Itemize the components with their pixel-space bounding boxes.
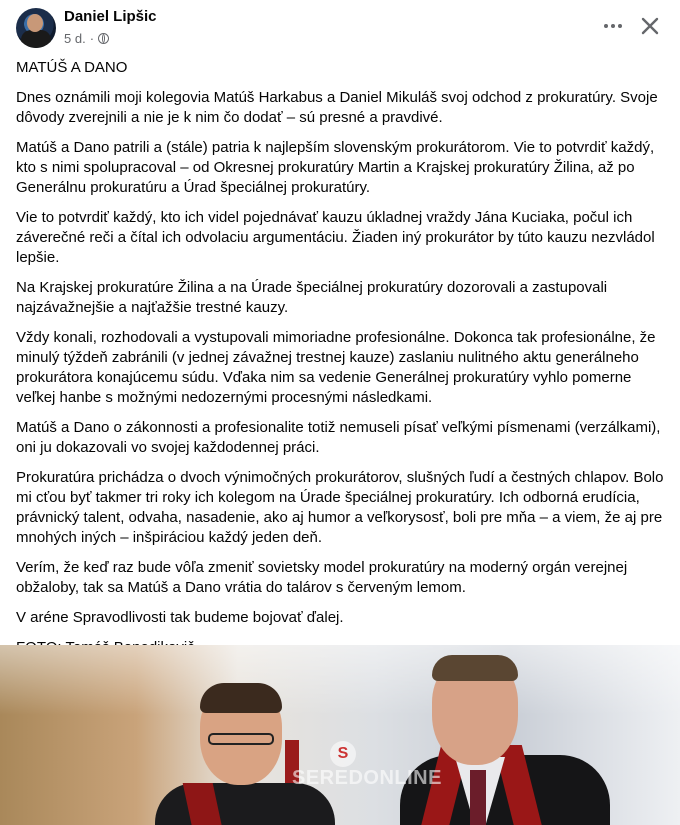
globe-icon[interactable] [98,33,109,44]
post-time[interactable]: 5 d. [64,31,86,46]
watermark-logo: S [330,741,356,767]
watermark-text: SEREDONLINE [292,767,442,789]
post-paragraph: Matúš a Dano patrili a (stále) patria k najlepším slovenským prokurátorom. Vie to potvrdiť každý, kto s nimi spolupracoval – od Okresnej prokuratúry Martin a Krajskej prokuratúry Žilina, až po Generálnu prokuratúru a Úrad špeciálnej prokuratúry. [16,139,655,196]
post-photo[interactable] [0,645,680,825]
post-paragraph: Prokuratúra prichádza o dvoch výnimočných prokurátorov, slušných ľudí a čestných chlapov. Bolo mi cťou byť takmer tri roky ich kolegom na Úrade špeciálnej prokuratúry. Ich odborná erudícia, právnický talent, odvaha, nasadenie, ako aj humor a veľkorysosť, boli pre mňa – a viem, že aj pre mnohých iných – inšpiráciou každý jeden deň. [16,469,664,546]
post-paragraph: Verím, že keď raz bude vôľa zmeniť sovietsky model prokuratúry na moderný orgán verejnej obžaloby, tak sa Matúš a Dano vrátia do talárov s červeným lemom. [16,559,628,596]
post-paragraph: Dnes oznámili moji kolegovia Matúš Harkabus a Daniel Mikuláš svoj odchod z prokuratúry. Svoje dôvody zverejnili a nie je k nim čo dodať – sú presné a pravdivé. [16,89,658,126]
more-options-icon [604,24,608,28]
meta-separator: · [89,31,95,46]
post-paragraph: Na Krajskej prokuratúre Žilina a na Úrade špeciálnej prokuratúry dozorovali a zastupovali najzávažnejšie a najťažšie trestné kauzy. [16,279,608,316]
more-options-button[interactable] [596,10,630,42]
post-paragraph: Matúš a Dano o zákonnosti a profesionalite totiž nemuseli písať veľkými písmenami (verzálkami), oni ju dokazovali vo svojej každodennej práci. [16,419,661,456]
post-meta [64,31,109,46]
post-paragraph: Vždy konali, rozhodovali a vystupovali mimoriadne profesionálne. Dokonca tak profesionálne, že minulý týždeň zabránili (v jednej závažnej trestnej kauze) zaslaniu nulitného aktu generálneho prokurátora konajúcemu súdu. Vďaka nim sa vedenie Generálnej prokuratúry vyhlo pomerne veľkej hanbe s možnými nedozernými procesnými následkami. [16,329,656,406]
author-avatar[interactable] [16,8,56,48]
close-icon [641,17,659,35]
post-header [0,0,680,56]
close-button[interactable] [634,10,666,42]
post-paragraph: V aréne Spravodlivosti tak budeme bojovať ďalej. [16,609,344,626]
post-body [16,58,666,668]
author-name[interactable]: Daniel Lipšic [64,8,157,25]
post-paragraph: Vie to potvrdiť každý, kto ich videl pojednávať kauzu úkladnej vraždy Jána Kuciaka, počul ich záverečné reči a čítal ich odvolaciu argumentáciu. Žiaden iný prokurátor by túto kauzu nezvládol lepšie. [16,209,655,266]
post-title: MATÚŠ A DANO [16,59,128,76]
